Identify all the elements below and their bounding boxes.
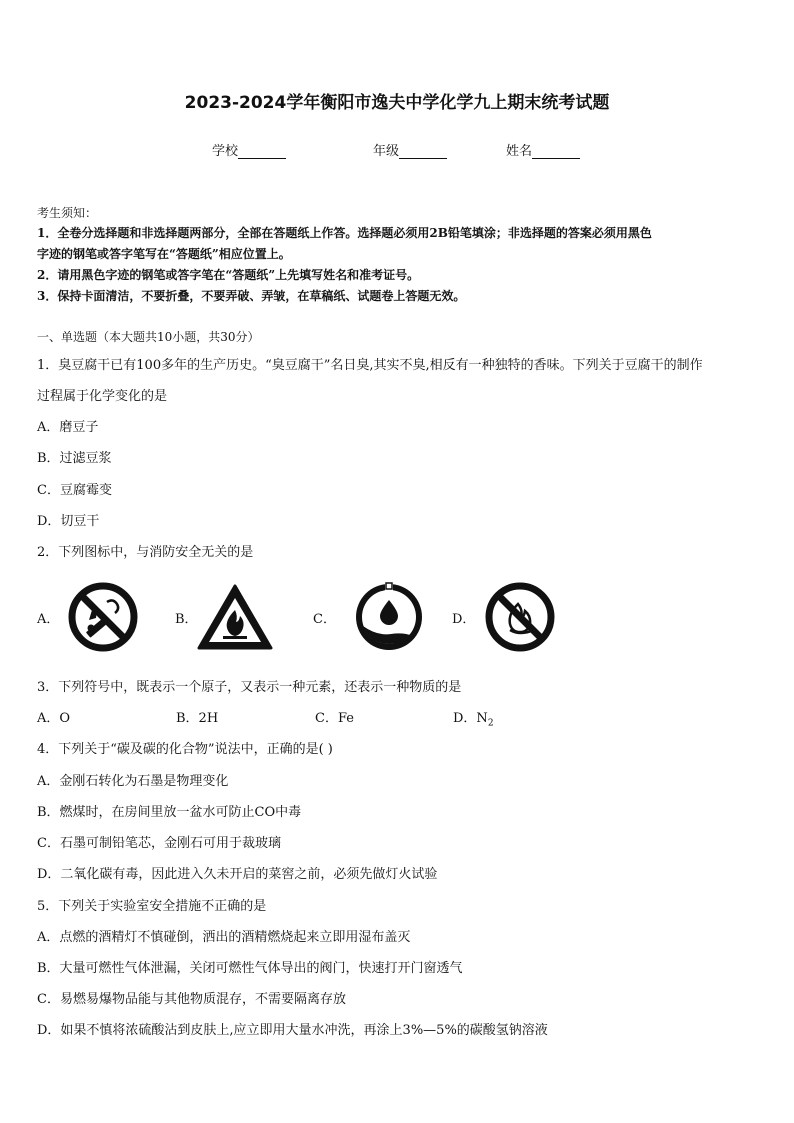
q3-stem: 3．下列符号中，既表示一个原子，又表示一种元素，还表示一种物质的是 (37, 680, 462, 695)
q5-option-a: A．点燃的酒精灯不慎碰倒，洒出的酒精燃烧起来立即用湿布盖灭 (37, 930, 411, 945)
grade-label: 年级 (373, 144, 400, 159)
q1-option-c: C．豆腐霉变 (37, 483, 112, 498)
no-fire-sign-icon (480, 582, 560, 652)
notes-item: 字迹的钢笔或答字笔写在“答题纸”相应位置上。 (37, 247, 291, 261)
school-field (212, 140, 286, 159)
q2-option-b (175, 582, 295, 652)
no-smoking-sign-icon (63, 582, 143, 652)
q1-option-d: D．切豆干 (37, 514, 100, 529)
q2-option-a (37, 582, 157, 652)
school-blank (238, 144, 286, 159)
notes-item: 1．全卷分选择题和非选择题两部分，全部在答题纸上作答。选择题必须用2B铅笔填涂；非选择题的答案必须用黑色 (37, 226, 652, 240)
q3-option-d (453, 707, 494, 729)
q4-option-a: A．金刚石转化为石墨是物理变化 (37, 774, 229, 789)
q5-option-b: B．大量可燃性气体泄漏，关闭可燃性气体导出的阀门，快速打开门窗透气 (37, 961, 463, 976)
notes-item: 3．保持卡面清洁，不要折叠，不要弄破、弄皱，在草稿纸、试题卷上答题无效。 (37, 289, 466, 303)
q5-stem: 5．下列关于实验室安全措施不正确的是 (37, 899, 267, 914)
q4-option-b: B．燃煤时，在房间里放一盆水可防止CO中毒 (37, 805, 302, 820)
q2-option-c (313, 582, 453, 652)
q3-option-a: A．O (37, 711, 71, 726)
q4-option-d: D．二氧化碳有毒，因此进入久未开启的菜窖之前，必须先做灯火试验 (37, 867, 438, 882)
q2-label-c: C． (313, 612, 336, 627)
flammable-warning-sign-icon (195, 582, 275, 652)
q4-option-c: C．石墨可制铅笔芯，金刚石可用于裁玻璃 (37, 836, 281, 851)
name-label: 姓名 (506, 144, 533, 159)
notes-item: 2．请用黑色字迹的钢笔或答字笔在“答题纸”上先填写姓名和准考证号。 (37, 268, 420, 282)
grade-blank (399, 144, 447, 159)
section-heading: 一、单选题（本大题共10小题，共30分） (37, 330, 260, 344)
q1-stem-continued: 过程属于化学变化的是 (37, 389, 168, 404)
q3-option-d-subscript: 2 (487, 718, 494, 729)
name-blank (532, 144, 580, 159)
school-label: 学校 (212, 144, 239, 159)
q2-signs (37, 582, 757, 652)
exam-title: 2023-2024学年衡阳市逸夫中学化学九上期末统考试题 (184, 93, 610, 113)
q2-option-d (452, 582, 592, 652)
q3-option-d-text: D．N (453, 711, 488, 726)
q4-stem: 4．下列关于“碳及碳的化合物”说法中，正确的是( ) (37, 742, 333, 757)
q3-option-b: B．2H (176, 711, 219, 726)
q1-option-b: B．过滤豆浆 (37, 451, 112, 466)
notes-title: 考生须知： (37, 206, 98, 220)
q2-stem: 2．下列图标中，与消防安全无关的是 (37, 545, 254, 560)
grade-field (373, 140, 447, 159)
q5-option-d: D．如果不慎将浓硫酸沾到皮肤上,应立即用大量水冲洗，再涂上3%—5%的碳酸氢钠溶液 (37, 1023, 548, 1038)
q2-label-b: B． (175, 612, 198, 627)
name-field (506, 140, 580, 159)
q5-option-c: C．易燃易爆物品能与其他物质混存，不需要隔离存放 (37, 992, 346, 1007)
q2-label-a: A． (37, 612, 60, 627)
q1-option-a: A．磨豆子 (37, 420, 99, 435)
q2-label-d: D． (452, 612, 476, 627)
q1-stem: 1．臭豆腐干已有100多年的生产历史。“臭豆腐干”名日臭,其实不臭,相反有一种独特的香味。下列关于豆腐干的制作 (37, 358, 703, 373)
q3-option-c: C．Fe (315, 711, 354, 726)
water-saving-sign-icon (349, 582, 429, 652)
